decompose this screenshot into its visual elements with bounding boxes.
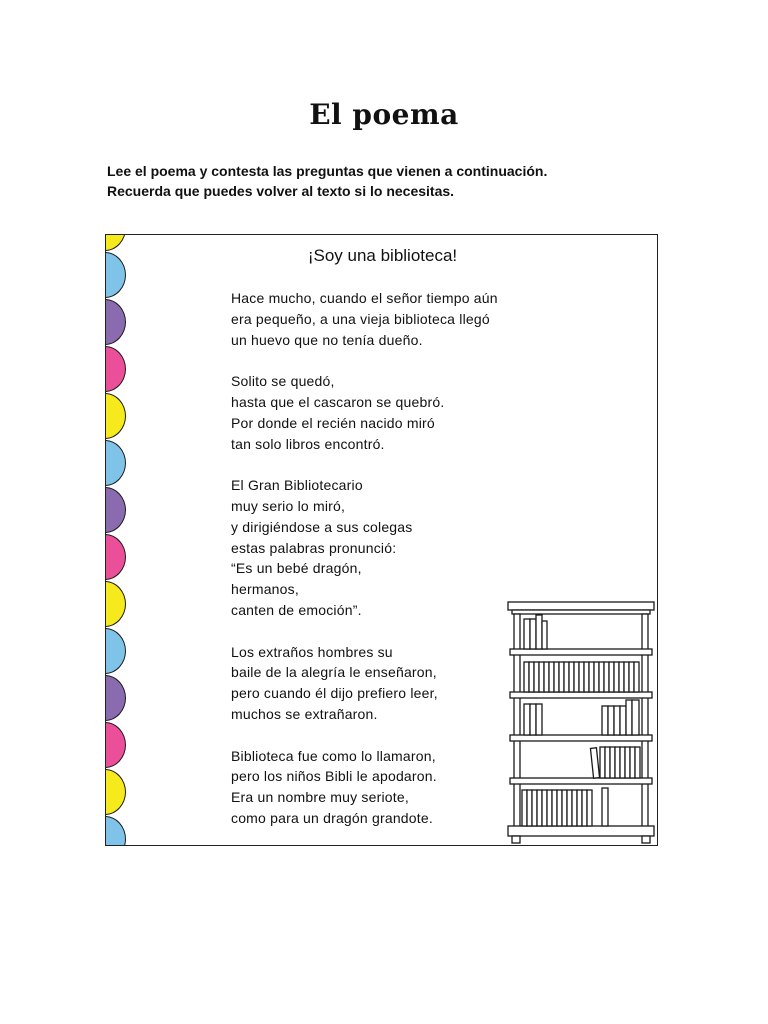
border-scallop xyxy=(106,440,126,486)
book-spine xyxy=(542,790,547,826)
border-scallop xyxy=(106,581,126,627)
book-spine xyxy=(549,662,554,692)
stanza xyxy=(231,288,561,350)
poem-line: tan solo libros encontró. xyxy=(231,435,385,452)
book-spine xyxy=(527,790,532,826)
book-spine xyxy=(582,790,587,826)
poem-line: Por donde el recién nacido miró xyxy=(231,414,435,431)
poem-line: pero los niños Bibli le apodaron. xyxy=(231,768,437,785)
book-spine xyxy=(589,662,594,692)
poem-line: muy serio lo miró, xyxy=(231,497,346,514)
book-spine xyxy=(534,662,539,692)
border-scallop xyxy=(106,346,126,392)
border-scallop xyxy=(106,816,126,845)
border-scallop xyxy=(106,534,126,580)
book-spine xyxy=(599,662,604,692)
poem-frame xyxy=(105,234,658,846)
poem-line: un huevo que no tenía dueño. xyxy=(231,331,423,348)
border-scallop xyxy=(106,393,126,439)
border-scallop xyxy=(106,299,126,345)
book-spine xyxy=(559,662,564,692)
poem-line: estas palabras pronunció: xyxy=(231,539,397,556)
book-spine xyxy=(624,662,629,692)
poem-line: Solito se quedó, xyxy=(231,373,335,390)
book-spine xyxy=(544,662,549,692)
poem-line: muchos se extrañaron. xyxy=(231,705,378,722)
book-spine xyxy=(557,790,562,826)
book-spine xyxy=(522,790,527,826)
book-spine xyxy=(547,790,552,826)
book-spine xyxy=(584,662,589,692)
poem-line: Biblioteca fue como lo llamaron, xyxy=(231,747,436,764)
border-scallop xyxy=(106,722,126,768)
book-spine xyxy=(564,662,569,692)
poem-line: baile de la alegría le enseñaron, xyxy=(231,664,437,681)
book-spine xyxy=(619,662,624,692)
poem-line: hermanos, xyxy=(231,581,299,598)
book-spine xyxy=(634,662,639,692)
poem-title: ¡Soy una biblioteca! xyxy=(307,246,458,265)
page-title: El poema xyxy=(309,98,459,131)
book-spine xyxy=(602,788,608,826)
poem-line: El Gran Bibliotecario xyxy=(231,477,363,494)
book-spine xyxy=(594,662,599,692)
book-spine xyxy=(524,662,529,692)
book-spine xyxy=(537,790,542,826)
book-spine xyxy=(577,790,582,826)
poem-line: pero cuando él dijo prefiero leer, xyxy=(231,685,438,702)
book-spine xyxy=(554,662,559,692)
bookcase-illustration xyxy=(506,600,656,845)
book-spine xyxy=(567,790,572,826)
instruction-line: Recuerda que puedes volver al texto si lo necesitas. xyxy=(107,183,455,199)
book-spine xyxy=(569,662,574,692)
poem-line: como para un dragón grandote. xyxy=(231,809,433,826)
book-spine xyxy=(572,790,577,826)
poem-line: canten de emoción”. xyxy=(231,601,362,618)
book-spine xyxy=(629,662,634,692)
book-spine xyxy=(539,662,544,692)
border-scallop xyxy=(106,769,126,815)
poem-line: Los extraños hombres su xyxy=(231,643,393,660)
stanza xyxy=(231,475,561,621)
book-spine xyxy=(529,662,534,692)
poem-line: y dirigiéndose a sus colegas xyxy=(231,518,413,535)
border-scallop xyxy=(106,675,126,721)
scalloped-border xyxy=(106,235,128,845)
book-spine xyxy=(614,662,619,692)
book-spine xyxy=(579,662,584,692)
book-spine xyxy=(562,790,567,826)
poem-line: Hace mucho, cuando el señor tiempo aún xyxy=(231,290,498,306)
book-spine xyxy=(574,662,579,692)
book-spine xyxy=(609,662,614,692)
book-spine xyxy=(552,790,557,826)
stanza xyxy=(231,371,561,454)
instruction-line: Lee el poema y contesta las preguntas que vienen a continuación. xyxy=(107,163,548,179)
book-spine xyxy=(587,790,592,826)
border-scallop xyxy=(106,628,126,674)
instructions xyxy=(107,161,667,201)
poem-line: “Es un bebé dragón, xyxy=(231,560,362,577)
poem-line: hasta que el cascaron se quebró. xyxy=(231,393,445,410)
poem-line: Era un nombre muy seriote, xyxy=(231,789,409,806)
poem-line: era pequeño, a una vieja biblioteca llegó xyxy=(231,310,490,327)
border-scallop xyxy=(106,487,126,533)
book-spine xyxy=(532,790,537,826)
book-spine xyxy=(604,662,609,692)
